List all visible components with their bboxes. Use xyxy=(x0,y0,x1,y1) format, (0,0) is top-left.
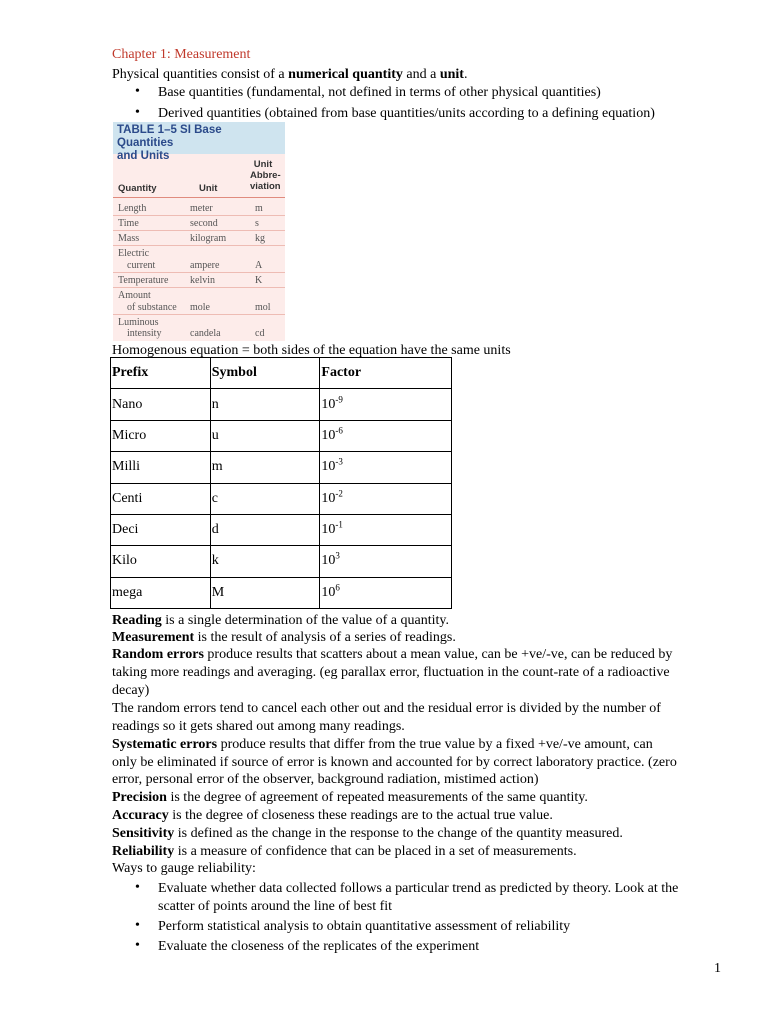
si-quantity: Amount xyxy=(118,290,151,301)
cell-factor xyxy=(320,577,452,608)
cell-prefix: Nano xyxy=(111,389,211,420)
table-row xyxy=(111,483,452,514)
intro-line xyxy=(112,66,467,83)
term-precision: Precision xyxy=(112,790,167,805)
si-col-abbrev-line1: Unit xyxy=(253,159,273,170)
si-quantity: Luminous xyxy=(118,317,159,328)
factor-exponent: -3 xyxy=(335,456,343,467)
definition-systematic-errors-line2: only be eliminated if source of error is known and accounted for by correct laboratory practice. (zero xyxy=(112,755,677,770)
intro-term-unit: unit xyxy=(439,67,464,82)
reliability-bullet-3: Evaluate the closeness of the replicates of the experiment xyxy=(158,939,480,954)
cell-prefix: Kilo xyxy=(111,546,211,577)
term-measurement: Measurement xyxy=(112,630,195,645)
si-table-title xyxy=(113,122,285,162)
si-table-rule xyxy=(113,245,285,246)
cell-symbol: m xyxy=(210,452,320,483)
si-col-abbrev xyxy=(250,159,281,192)
factor-exponent: -9 xyxy=(335,393,343,404)
si-quantity-cont: current xyxy=(127,260,156,271)
term-reliability: Reliability xyxy=(112,844,175,859)
table-row xyxy=(111,577,452,608)
bullet-icon: • xyxy=(135,880,140,895)
factor-exponent: 6 xyxy=(335,582,340,593)
definition-text: is the degree of agreement of repeated measurements of the same quantity. xyxy=(166,790,588,805)
factor-base: 10 xyxy=(321,490,336,506)
definition-random-errors-line3: decay) xyxy=(112,683,150,698)
table-row xyxy=(111,546,452,577)
intro-prefix: Physical quantities consist of a xyxy=(112,67,289,82)
definition-text: is a measure of confidence that can be placed in a set of measurements. xyxy=(174,844,577,859)
cell-factor xyxy=(320,546,452,577)
cell-symbol: M xyxy=(210,577,320,608)
si-unit: mole xyxy=(190,302,210,313)
si-unit: candela xyxy=(190,328,221,339)
header-prefix: Prefix xyxy=(111,358,211,389)
homogenous-equation-text: Homogenous equation = both sides of the equation have the same units xyxy=(112,343,511,358)
cell-prefix: Deci xyxy=(111,514,211,545)
si-unit: meter xyxy=(190,203,213,214)
si-col-abbrev-line2: Abbre- xyxy=(250,170,281,181)
definition-text: produce results that scatters about a mean value, can be +ve/-ve, can be reduced by xyxy=(203,647,673,662)
table-header-row xyxy=(111,358,452,389)
si-abbrev: K xyxy=(255,275,263,286)
intro-bullet-derived: Derived quantities (obtained from base quantities/units according to a defining equation) xyxy=(158,106,655,121)
si-quantity: Temperature xyxy=(118,275,169,286)
cell-factor xyxy=(320,389,452,420)
si-quantity: Electric xyxy=(118,248,150,259)
si-abbrev: A xyxy=(255,260,263,271)
table-row xyxy=(111,389,452,420)
si-unit: kelvin xyxy=(190,275,215,286)
definition-measurement xyxy=(112,629,456,646)
factor-base: 10 xyxy=(321,584,336,600)
cell-symbol: k xyxy=(210,546,320,577)
term-reading: Reading xyxy=(112,613,162,628)
factor-exponent: 3 xyxy=(335,550,340,561)
si-abbrev: m xyxy=(255,203,263,214)
si-table-rule xyxy=(113,314,285,315)
si-table-rule xyxy=(113,215,285,216)
si-unit: ampere xyxy=(190,260,220,271)
residual-error-line2: readings so it gets shared out among many readings. xyxy=(112,719,405,734)
si-col-abbrev-line3: viation xyxy=(250,181,281,192)
page-number: 1 xyxy=(714,961,721,976)
cell-factor xyxy=(320,483,452,514)
factor-base: 10 xyxy=(321,553,336,569)
definition-reliability xyxy=(112,843,577,860)
term-sensitivity: Sensitivity xyxy=(112,826,175,841)
header-factor: Factor xyxy=(320,358,452,389)
table-row xyxy=(111,452,452,483)
si-table-title-line1: TABLE 1–5 SI Base Quantities xyxy=(117,124,222,149)
definition-random-errors-line2: taking more readings and averaging. (eg parallax error, fluctuation in the count-rate of a radioactive xyxy=(112,665,670,680)
si-base-quantities-table xyxy=(113,122,285,341)
cell-prefix: Micro xyxy=(111,420,211,451)
term-accuracy: Accuracy xyxy=(112,808,169,823)
factor-base: 10 xyxy=(321,427,336,443)
bullet-icon: • xyxy=(135,918,140,933)
cell-factor xyxy=(320,452,452,483)
si-unit: kilogram xyxy=(190,233,227,244)
factor-exponent: -6 xyxy=(335,425,343,436)
reliability-bullet-1: Evaluate whether data collected follows a particular trend as predicted by theory. Look at the xyxy=(158,881,679,896)
header-symbol: Symbol xyxy=(210,358,320,389)
cell-prefix: Milli xyxy=(111,452,211,483)
intro-mid: and a xyxy=(402,67,440,82)
si-quantity: Mass xyxy=(118,233,140,244)
definition-systematic-errors-line3: error, personal error of the observer, background radiation, mistimed action) xyxy=(112,772,539,787)
si-col-quantity: Quantity xyxy=(118,183,157,194)
bullet-icon: • xyxy=(135,938,140,953)
intro-suffix: . xyxy=(463,67,468,82)
si-quantity-cont: of substance xyxy=(127,302,177,313)
si-table-rule xyxy=(113,287,285,288)
si-table-rule xyxy=(113,230,285,231)
reliability-bullet-1-line2: scatter of points around the line of best fit xyxy=(158,899,393,914)
definition-text: is defined as the change in the response to the change of the quantity measured. xyxy=(174,826,623,841)
si-quantity: Length xyxy=(118,203,147,214)
term-random-errors: Random errors xyxy=(112,647,204,662)
si-table-title-line2: and Units xyxy=(117,150,170,162)
definition-text: is the result of analysis of a series of readings. xyxy=(194,630,456,645)
si-unit: second xyxy=(190,218,218,229)
prefix-table xyxy=(110,357,452,609)
si-table-rule xyxy=(113,272,285,273)
si-table-rule xyxy=(113,197,285,198)
si-abbrev: mol xyxy=(255,302,271,313)
si-abbrev: s xyxy=(255,218,259,229)
intro-bullet-base: Base quantities (fundamental, not defined in terms of other physical quantities) xyxy=(158,85,601,100)
si-quantity-cont: intensity xyxy=(127,328,162,339)
definition-text: produce results that differ from the true value by a fixed +ve/-ve amount, can xyxy=(217,737,653,752)
cell-symbol: u xyxy=(210,420,320,451)
cell-symbol: c xyxy=(210,483,320,514)
table-row xyxy=(111,514,452,545)
definition-random-errors xyxy=(112,646,672,663)
cell-factor xyxy=(320,420,452,451)
si-abbrev: cd xyxy=(255,328,265,339)
bullet-icon: • xyxy=(135,105,140,120)
factor-exponent: -1 xyxy=(335,519,343,530)
cell-prefix: Centi xyxy=(111,483,211,514)
term-systematic-errors: Systematic errors xyxy=(112,737,218,752)
definition-systematic-errors xyxy=(112,736,653,753)
definition-precision xyxy=(112,789,588,806)
cell-prefix: mega xyxy=(111,577,211,608)
definition-text: is a single determination of the value of a quantity. xyxy=(161,613,449,628)
si-quantity: Time xyxy=(118,218,139,229)
table-row xyxy=(111,420,452,451)
cell-symbol: d xyxy=(210,514,320,545)
intro-term-numerical: numerical quantity xyxy=(288,67,403,82)
factor-base: 10 xyxy=(321,396,336,412)
cell-factor xyxy=(320,514,452,545)
cell-symbol: n xyxy=(210,389,320,420)
reliability-bullet-2: Perform statistical analysis to obtain quantitative assessment of reliability xyxy=(158,919,571,934)
chapter-title: Chapter 1: Measurement xyxy=(112,47,251,62)
si-abbrev: kg xyxy=(255,233,265,244)
definition-reading xyxy=(112,612,449,629)
definition-sensitivity xyxy=(112,825,623,842)
factor-base: 10 xyxy=(321,459,336,475)
definition-text: is the degree of closeness these readings are to the actual true value. xyxy=(168,808,553,823)
factor-base: 10 xyxy=(321,522,336,538)
bullet-icon: • xyxy=(135,84,140,99)
ways-to-gauge-text: Ways to gauge reliability: xyxy=(112,861,256,876)
si-col-unit: Unit xyxy=(199,183,218,194)
factor-exponent: -2 xyxy=(335,488,343,499)
residual-error-line1: The random errors tend to cancel each other out and the residual error is divided by the number of xyxy=(112,701,661,716)
definition-accuracy xyxy=(112,807,553,824)
